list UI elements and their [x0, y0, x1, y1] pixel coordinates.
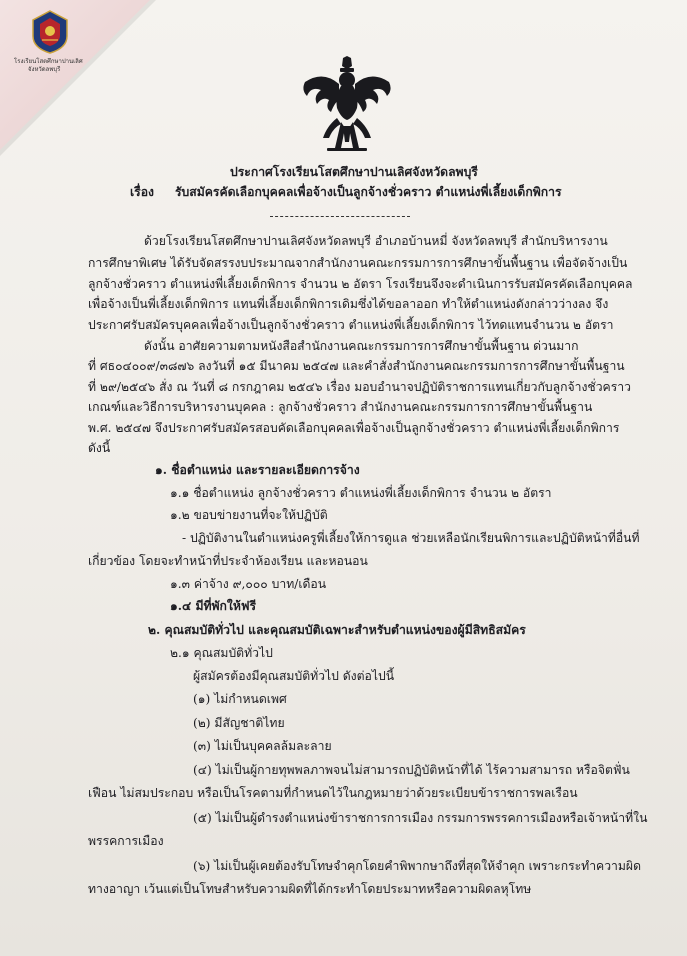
item-line: ผู้สมัครต้องมีคุณสมบัติทั่วไป ดังต่อไปนี้ — [193, 669, 395, 683]
paragraph-line: ลูกจ้างชั่วคราว ตำแหน่งพี่เลี้ยงเด็กพิการ จำนวน ๒ อัตรา โรงเรียนจึงจะดำเนินการรับสมัครคัดเลือกบุคคล — [88, 277, 633, 291]
item-line: ๑.๔ มีที่พักให้ฟรี — [170, 599, 257, 613]
fold-caption-province: จังหวัดลพบุรี — [28, 66, 61, 73]
paragraph-line: ดังนั้น อาศัยความตามหนังสือสำนักงานคณะกรรมการการศึกษาขั้นพื้นฐาน ด่วนมาก — [144, 339, 579, 353]
fold-caption-school: โรงเรียนโสตศึกษาปานเลิศ — [14, 58, 83, 65]
subject-text: รับสมัครคัดเลือกบุคคลเพื่อจ้างเป็นลูกจ้างชั่วคราว ตำแหน่งพี่เลี้ยงเด็กพิการ — [175, 185, 562, 199]
item-line: (๖) ไม่เป็นผู้เคยต้องรับโทษจำคุกโดยคำพิพากษาถึงที่สุดให้จำคุก เพราะกระทำความผิด — [193, 859, 641, 873]
item-line: (๔) ไม่เป็นผู้กายทุพพลภาพจนไม่สามารถปฏิบัติหน้าที่ได้ ไร้ความสามารถ หรือจิตฟั่น — [193, 763, 630, 777]
section-heading-2: ๒. คุณสมบัติทั่วไป และคุณสมบัติเฉพาะสำหรับตำแหน่งของผู้มีสิทธิสมัคร — [148, 623, 526, 637]
announcement-title: ประกาศโรงเรียนโสตศึกษาปานเลิศจังหวัดลพบุรี — [230, 165, 478, 179]
item-line: ทางอาญา เว้นแต่เป็นโทษสำหรับความผิดที่ได้กระทำโดยประมาทหรือความผิดลหุโทษ — [88, 882, 532, 896]
item-line: (๓) ไม่เป็นบุคคลล้มละลาย — [193, 739, 332, 753]
paragraph-line: การศึกษาพิเศษ ได้รับจัดสรรงบประมาณจากสำนักงานคณะกรรมการการศึกษาขั้นพื้นฐาน เพื่อจัดจ้างเป็น — [88, 256, 628, 270]
garuda-emblem-icon — [297, 56, 397, 156]
paragraph-line: เกณฑ์และวิธีการบริหารงานบุคคล : ลูกจ้างชั่วคราว สำนักงานคณะกรรมการการศึกษาขั้นพื้นฐาน — [88, 400, 593, 414]
title-divider — [270, 216, 410, 217]
item-line: ๑.๑ ชื่อตำแหน่ง ลูกจ้างชั่วคราว ตำแหน่งพี่เลี้ยงเด็กพิการ จำนวน ๒ อัตรา — [170, 486, 552, 500]
paragraph-line: พ.ศ. ๒๕๔๗ จึงประกาศรับสมัครสอบคัดเลือกบุคคลเพื่อจ้างเป็นลูกจ้างชั่วคราว ตำแหน่งพี่เลี้ยงเด็กพิการ — [88, 421, 620, 435]
item-line: ๑.๓ ค่าจ้าง ๙,๐๐๐ บาท/เดือน — [170, 577, 327, 591]
section-heading-1: ๑. ชื่อตำแหน่ง และรายละเอียดการจ้าง — [155, 463, 360, 477]
paragraph-line: ด้วยโรงเรียนโสตศึกษาปานเลิศจังหวัดลพบุรี อำเภอบ้านหมี่ จังหวัดลพบุรี สำนักบริหารงาน — [144, 234, 608, 248]
item-line: ๒.๑ คุณสมบัติทั่วไป — [170, 646, 273, 660]
item-line: เฟือน ไม่สมประกอบ หรือเป็นโรคตามที่กำหนดไว้ในกฎหมายว่าด้วยระเบียบข้าราชการพลเรือน — [88, 786, 578, 800]
item-line: (๑) ไม่กำหนดเพศ — [193, 692, 287, 706]
item-line: - ปฏิบัติงานในตำแหน่งครูพี่เลี้ยงให้การดูแล ช่วยเหลือนักเรียนพิการและปฏิบัติหน้าที่อื่นที่ — [182, 531, 640, 545]
item-line: เกี่ยวข้อง โดยจะทำหน้าที่ประจำห้องเรียน และหอนอน — [88, 554, 368, 568]
item-line: พรรคการเมือง — [88, 834, 164, 848]
paragraph-line: ที่ ๒๙/๒๕๔๖ สั่ง ณ วันที่ ๘ กรกฎาคม ๒๕๔๖ เรื่อง มอบอำนาจปฏิบัติราชการแทนเกี่ยวกับลูกจ้างชั่วคราว — [88, 380, 631, 394]
item-line: (๕) ไม่เป็นผู้ดำรงตำแหน่งข้าราชการการเมือง กรรมการพรรคการเมืองหรือเจ้าหน้าที่ใน — [193, 811, 648, 825]
paragraph-line: ประกาศรับสมัครบุคคลเพื่อจ้างเป็นลูกจ้างชั่วคราว ตำแหน่งพี่เลี้ยงเด็กพิการ ไว้ทดแทนจำนวน ๒ อัตรา — [88, 318, 614, 332]
paragraph-line: เพื่อจ้างเป็นพี่เลี้ยงเด็กพิการ แทนพี่เลี้ยงเด็กพิการเดิมซึ่งได้ขอลาออก ทำให้ตำแหน่งดังกล่าวว่างลง จึง — [88, 297, 609, 311]
item-line: (๒) มีสัญชาติไทย — [193, 716, 285, 730]
folded-corner — [0, 0, 150, 150]
item-line: ๑.๒ ขอบข่ายงานที่จะให้ปฏิบัติ — [170, 508, 328, 522]
subject-label: เรื่อง — [130, 185, 154, 199]
school-logo-icon — [30, 10, 70, 54]
paragraph-line: ที่ ศธ๐๔๐๐๙/๓๘๗๖ ลงวันที่ ๑๕ มีนาคม ๒๕๔๗ และคำสั่งสำนักงานคณะกรรมการการศึกษาขั้นพื้นฐาน — [88, 359, 625, 373]
paragraph-line: ดังนี้ — [88, 441, 111, 455]
